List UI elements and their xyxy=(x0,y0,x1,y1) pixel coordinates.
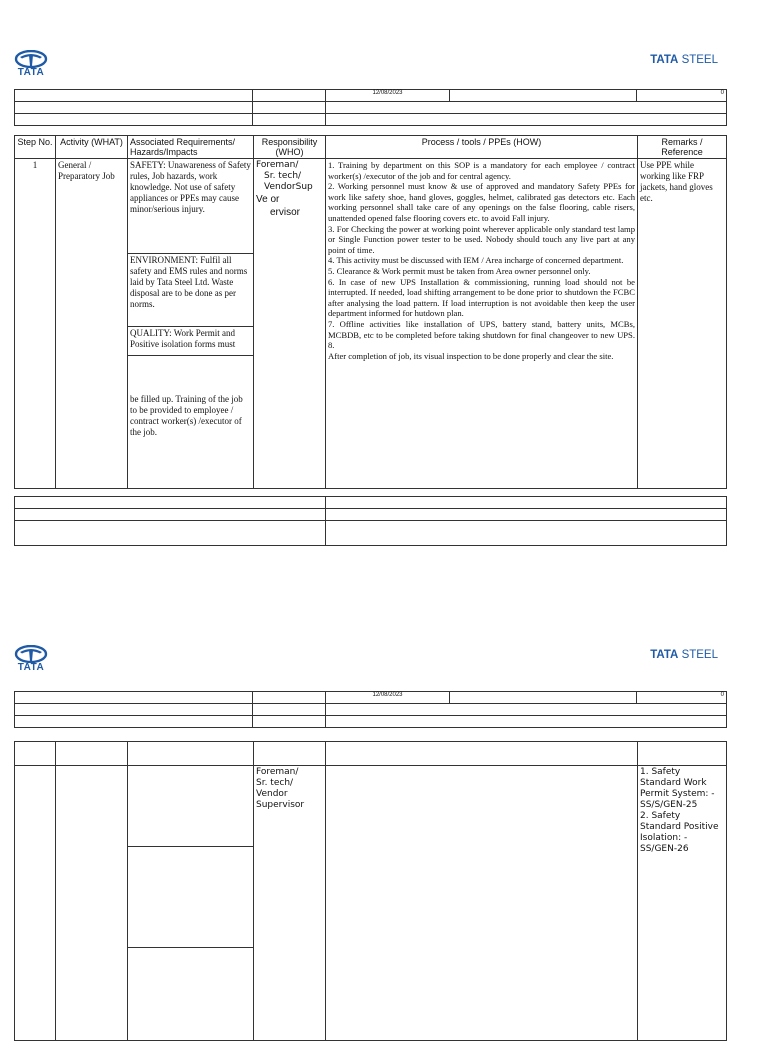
activity-cell: General / Preparatory Job xyxy=(56,159,128,489)
process-step: 2. Working personnel must know & use of approved and mandatory Safety PPEs for work like safety shoe, hand gloves, goggles, helmet, calibrated gas detectors etc. Each working personnel shall take care of any openings on the false flooring, cable risers, unattended opened false flooring covers etc. to avoid Fall injury. xyxy=(328,181,635,223)
resp-line: Ve or xyxy=(256,194,280,205)
document-date: 12/08/2023 xyxy=(326,90,450,102)
resp-line: Sr. tech/ xyxy=(264,171,302,181)
document-header-table xyxy=(14,691,727,728)
sop-table xyxy=(14,135,727,489)
revision-number: 0 xyxy=(637,692,727,704)
remarks-cell: Use PPE while working like FRP jackets, hand gloves etc. xyxy=(638,159,727,489)
brand-name xyxy=(650,54,718,66)
logo-text: TATA xyxy=(17,662,45,673)
document-header-table xyxy=(14,89,727,126)
col-remarks: Remarks / Reference xyxy=(638,136,727,159)
brand-name-light: STEEL xyxy=(681,54,718,66)
hazards-cell xyxy=(128,159,254,489)
sop-table-header xyxy=(15,136,727,159)
col-requirements: Associated Requirements/ Hazards/Impacts xyxy=(128,136,254,159)
process-step: 6. In case of new UPS Installation & commissioning, running load should not be interrupted. If needed, load shifting arrangement to be done prior to shutdown the FCBC after analysing the load pattern. If load interruption is not avoidable then keep the user department informed for hutdown plan. xyxy=(328,276,635,319)
safety-text: SAFETY: Unawareness of Safety rules, Job hazards, work knowledge. Not use of safety appliances or PPEs may cause minor/serious injury. xyxy=(130,160,251,214)
responsibility-cell xyxy=(254,159,326,489)
col-process: Process / tools / PPEs (HOW) xyxy=(326,136,638,159)
hazards-cell xyxy=(128,766,254,1041)
tata-logo xyxy=(14,645,48,673)
tata-emblem-icon xyxy=(14,645,48,663)
sop-table xyxy=(14,741,727,1041)
remark-item: 2. Safety Standard Positive Isolation: - SS/GEN-26 xyxy=(640,811,719,854)
resp-line: Supervisor xyxy=(256,800,305,810)
table-row xyxy=(15,766,727,1041)
col-activity: Activity (WHAT) xyxy=(56,136,128,159)
sop-table-header xyxy=(15,742,727,766)
remarks-cell xyxy=(638,766,727,1041)
resp-line: Sr. tech/ xyxy=(256,778,294,788)
resp-line: Foreman/ xyxy=(256,767,299,777)
tata-emblem-icon xyxy=(14,50,48,68)
logo-text: TATA xyxy=(17,67,45,78)
process-cell xyxy=(326,159,638,489)
resp-line: ervisor xyxy=(270,207,301,218)
revision-number: 0 xyxy=(637,90,727,102)
process-step: 5. Clearance & Work permit must be taken from Area owner personnel only. xyxy=(328,265,591,276)
process-step: After completion of job, its visual inspection to be done properly and clear the site. xyxy=(328,350,614,361)
col-step: Step No. xyxy=(15,136,56,159)
brand-name xyxy=(650,649,718,661)
col-responsibility: Responsibility (WHO) xyxy=(254,136,326,159)
resp-line: Foreman/ xyxy=(256,160,299,170)
process-step: 1. Training by department on this SOP is a mandatory for each employee / contract worker(s) /executor of the job and for central agency. xyxy=(328,160,635,181)
process-step: 4. This activity must be discussed with IEM / Area incharge of concerned department. xyxy=(328,255,624,266)
table-row xyxy=(15,159,727,489)
process-step: 7. Offline activities like installation of UPS, battery stand, battery units, MCBs, MCBDB, etc to be completed before taking shutdown for final changeover to new UPS. 8. xyxy=(328,318,635,351)
quality-text: QUALITY: Work Permit and Positive isolation forms must xyxy=(128,326,253,355)
step-number: 1 xyxy=(15,159,56,489)
brand-name-bold: TATA xyxy=(650,649,679,661)
environment-text: ENVIRONMENT: Fulfil all safety and EMS rules and norms laid by Tata Steel Ltd. Waste disposal are to be done as per norms. xyxy=(128,253,253,326)
quality-continued-text: be filled up. Training of the job to be provided to employee / contract worker(s) /executor of the job. xyxy=(128,355,253,439)
responsibility-cell xyxy=(254,766,326,1041)
process-step: 3. For Checking the power at working point wherever applicable only standard test lamp or Single Function power tester to be used. Nobody should touch any live part at any point of time. xyxy=(328,223,635,255)
document-date: 12/08/2023 xyxy=(326,692,450,704)
brand-name-light: STEEL xyxy=(681,649,718,661)
remark-item: 1. Safety Standard Work Permit System: - SS/S/GEN-25 xyxy=(640,767,715,810)
footer-table xyxy=(14,496,727,546)
resp-line: VendorSup xyxy=(264,182,313,192)
resp-line: Vendor xyxy=(256,789,288,799)
tata-logo xyxy=(14,50,48,78)
brand-name-bold: TATA xyxy=(650,54,679,66)
